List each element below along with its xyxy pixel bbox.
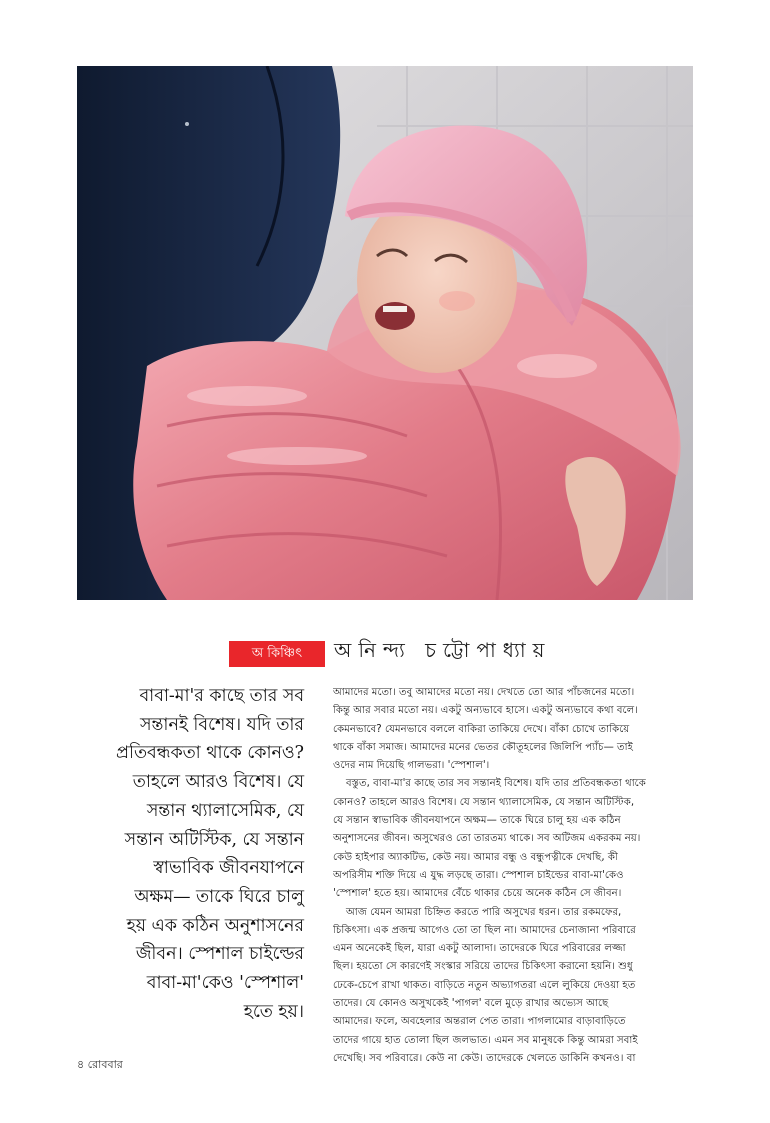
body-line: যে সন্তান স্বাভাবিক জীবনযাপনে অক্ষম— তাকে ঘিরে চালু হয় এক কঠিন — [333, 815, 621, 827]
body-line: কেমনভাবে? যেমনভাবে বললে বাকিরা তাকিয়ে দেখে। বাঁকা চোখে তাকিয়ে — [333, 723, 630, 735]
body-line: 'স্পেশাল' হতে হয়। আমাদের বেঁচে থাকার চেয়ে অনেক কঠিন সে জীবন। — [333, 888, 622, 900]
body-line: চিকিৎসা। এক প্রজন্ম আগেও তো তা ছিল না। আমাদের চেনাজানা পরিবারে — [333, 924, 636, 936]
body-line: এমন অনেকেই ছিল, যারা একটু আলাদা। তাদেরকে ঘিরে পরিবারের লজ্জা — [333, 943, 626, 955]
pull-quote-line: জীবন। স্পেশাল চাইল্ডের — [135, 944, 304, 965]
body-line: কোনও? তাহলে আরও বিশেষ। যে সন্তান থ্যালাসেমিক, যে সন্তান অটিস্টিক, — [333, 796, 635, 808]
body-line: কেউ হাইপার অ্যাকটিভ, কেউ নয়। আমার বন্ধু ও বন্ধুপত্নীকে দেখছি, কী — [333, 851, 618, 863]
body-line: ঢেকে-চেপে রাখা থাকত। বাড়িতে নতুন অভ্যাগতরা এলে লুকিয়ে দেওয়া হত — [333, 979, 636, 991]
pull-quote-line: বাবা-মা'কেও 'স্পেশাল' — [146, 973, 304, 994]
body-line: আমাদের। ফলে, অবহেলার অন্তরাল পেত তারা। পাগলামোর বাড়াবাড়িতে — [333, 1016, 626, 1028]
pull-quote-line: সন্তানই বিশেষ। যদি তার — [139, 714, 304, 735]
article-body — [333, 684, 695, 1064]
body-line: বস্তুত, বাবা-মা'র কাছে তার সব সন্তানই বিশেষ। যদি তার প্রতিবন্ধকতা থাকে — [333, 778, 646, 790]
pull-quote-line: বাবা-মা'র কাছে তার সব — [139, 686, 304, 706]
body-line: অনুশাসনের জীবন। অসুখেরও তো তারতম্য থাকে। সব অটিজম একরকম নয়। — [333, 833, 641, 845]
body-line: ওদের নাম দিয়েছি গালভরা। 'স্পেশাল'। — [333, 760, 490, 772]
body-line: থাকে বাঁকা সমাজ। আমাদের মনের ভেতর কৌতূহলের জিলিপি প্যাঁচ— তাই — [333, 741, 633, 753]
pull-quote — [82, 682, 304, 1027]
body-line: ছিল। হয়তো সে কারণেই সংস্কার সরিয়ে তাদের চিকিৎসা করানো হয়নি। শুধু — [333, 961, 633, 973]
body-line: তাদের। যে কোনও অসুখকেই 'পাগল' বলে মুড়ে রাখার অভ্যেস আছে — [333, 998, 609, 1010]
section-tag: অ কিঞ্চিৎ — [229, 641, 325, 667]
page-folio: ৪ রোববার — [77, 1058, 123, 1071]
pull-quote-line: সন্তান থ্যালাসেমিক, যে — [146, 800, 304, 821]
pull-quote-line: স্বাভাবিক জীবনযাপনে — [153, 858, 304, 879]
body-line: আমাদের মতো। তবু আমাদের মতো নয়। দেখতে তো আর পাঁচজনের মতো। — [333, 687, 635, 698]
body-line: কিন্তু আর সবার মতো নয়। একটু অন্যভাবে হাসে। একটু অন্যভাবে কথা বলে। — [333, 705, 638, 717]
body-line: দেখেছি। সব পরিবারে। কেউ না কেউ। তাদেরকে খেলতে ডাকিনি কখনও। বা — [333, 1052, 636, 1064]
pull-quote-line: অক্ষম— তাকে ঘিরে চালু — [134, 886, 304, 907]
pull-quote-line: হয় এক কঠিন অনুশাসনের — [126, 915, 304, 936]
pull-quote-line: সন্তান অটিস্টিক, যে সন্তান — [124, 829, 304, 850]
body-line: তাদের গায়ে হাত তোলা ছিল জলভাত। এমন সব মানুষকে কিন্তু আমরা সবাই — [333, 1034, 638, 1046]
author-byline: অনিন্দ্য চট্টোপাধ্যায় — [334, 638, 552, 662]
body-line: আজ যেমন আমরা চিহ্নিত করতে পারি অসুখের ধরন। তার রকমফের, — [333, 906, 622, 918]
body-line: অপরিসীম শক্তি দিয়ে এ যুদ্ধ লড়ছে তারা। স্পেশাল চাইল্ডের বাবা-মা'কেও — [333, 869, 624, 881]
pull-quote-line: তাহলে আরও বিশেষ। যে — [132, 772, 304, 793]
pull-quote-line: প্রতিবন্ধকতা থাকে কোনও? — [116, 743, 304, 764]
pull-quote-line: হতে হয়। — [243, 1001, 304, 1022]
hero-photo — [77, 66, 693, 600]
